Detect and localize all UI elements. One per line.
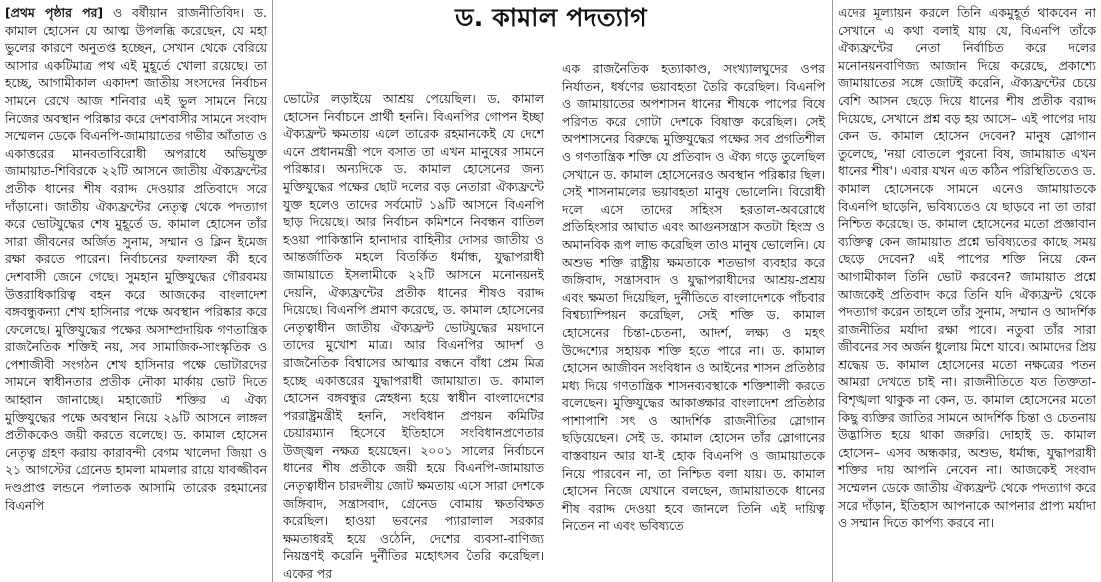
article-headline: ড. কামাল পদত্যাগ — [455, 3, 647, 32]
article-column-1 — [0, 0, 273, 582]
column-3-text: এক রাজনৈতিক হত্যাকাণ্ড, সংখ্যালঘুদের ওপর নির্যাতন, ধর্ষণের ভয়াবহতা তৈরি করেছিল। বিএনপি ও জামায়াতের অপশাসন ধানের শীষকে পাপের বিষে পরিণত করে গোটা দেশকে বিষাক্ত করেছিল। সেই অপশাসনের বিরুদ্ধে মুক্তিযুদ্ধের পক্ষের সব প্রগতিশীল ও গণতান্ত্রিক শক্তি যে প্রতিবাদ ও ঐক্য গড়ে তুলেছিল সেখানে ড. কামাল হোসেনেরও অবস্থান পরিষ্কার ছিল। সেই শাসনামলের ভয়াবহতা মানুষ ভোলেনি। বিরোধী দলে এসে তাদের সহিংস হরতাল-অবরোধে প্রতিহিংসার আঘাত এবং আগুনসন্ত্রাস কতটা হিংস্র ও অমানবিক রূপ লাভ করেছিল তাও মানুষ ভোলেনি। যে অশুভ শক্তি রাষ্ট্রীয় ক্ষমতাকে শতভাগ ব্যবহার করে জঙ্গিবাদ, সন্ত্রাসবাদ ও যুদ্ধাপরাধীদের আশ্রয়-প্রশ্রয় এবং ক্ষমতা দিয়েছিল, দুর্নীতিতে বাংলাদেশকে পাঁচবার বিশ্বচ্যাম্পিয়ন করেছিল, সেই শক্তি ড. কামাল হোসেনের চিন্তা-চেতনা, আদর্শ, লক্ষ্য ও মহৎ উদ্দেশ্যের সহায়ক শক্তি হতে পারে না। ড. কামাল হোসেন আজীবন সংবিধান ও আইনের শাসন প্রতিষ্ঠার মধ্য দিয়ে গণতান্ত্রিক শাসনব্যবস্থাকে শক্তিশালী করতে বলেছেন। মুক্তিযুদ্ধের আকাঙ্ক্ষার বাংলাদেশ প্রতিষ্ঠার পাশাপাশি সৎ ও আদর্শিক রাজনীতির স্লোগান ছড়িয়েছেন। সেই ড. কামাল হোসেন তাঁর স্লোগানের বাস্তবায়ন আর যা-ই হোক বিএনপি ও জামায়াতকে নিয়ে পারবেন না, তা নিশ্চিত বলা যায়। ড. কামাল হোসেন নিজে যেখানে বলছেন, জামায়াতকে ধানের শীষ বরাদ্দ দেওয়া হবে জানলে তিনি এই দায়িত্ব নিতেন না এবং ভবিষ্যতে — [562, 61, 825, 534]
continued-from-front-page: [প্রথম পৃষ্ঠার পর] — [5, 5, 104, 20]
article-column-4 — [832, 0, 1101, 582]
column-2-text: ভোটের লড়াইয়ে আশ্রয় পেয়েছিল। ড. কামাল হোসেন নির্বাচনে প্রার্থী হননি। বিএনপির গোপন ইচ্ছা ঐক্যফ্রন্ট ক্ষমতায় এলে তারেক রহমানকেই যে দেশে এনে প্রধানমন্ত্রী পদে বসাত তা এখন মানুষের সামনে পরিষ্কার। অন্যদিকে ড. কামাল হোসেনের জন্য মুক্তিযুদ্ধের পক্ষের ছোট দলের বড় নেতারা ঐক্যফ্রন্টে যুক্ত হলেও তাদের সর্বমোট ১৯টি আসনে বিএনপি ছাড় দিয়েছে। আর নির্বাচন কমিশনে নিবন্ধন বাতিল হওয়া পাকিস্তানি হানাদার বাহিনীর দোসর জাতীয় ও আন্তর্জাতিক মহলে বিতর্কিত ধর্মান্ধ, যুদ্ধাপরাধী জামায়াতে ইসলামীকে ২২টি আসনে মনোনয়নই দেয়নি, ঐক্যফ্রন্টের প্রতীক ধানের শীষও বরাদ্দ দিয়েছে। বিএনপি প্রমাণ করেছে, ড. কামাল হোসেনের নেতৃত্বাধীন জাতীয় ঐক্যফ্রন্ট ভোটযুদ্ধের ময়দানে তাদের মুখোশ মাত্র। আর বিএনপির আদর্শ ও রাজনৈতিক বিশ্বাসের আত্মার বন্ধনে বাঁধা প্রেম মিত্র হচ্ছে একাত্তরের যুদ্ধাপরাধী জামায়াত। ড. কামাল হোসেন বঙ্গবন্ধুর স্নেহধন্য হয়ে স্বাধীন বাংলাদেশের পররাষ্ট্রমন্ত্রীই হননি, সংবিধান প্রণয়ন কমিটির চেয়ারম্যান হিসেবে ইতিহাসে সংবিধানপ্রণেতার উজ্জ্বল নক্ষত্র হয়েছেন। ২০০১ সালের নির্বাচনে ধানের শীষ প্রতীকে জয়ী হয়ে বিএনপি-জামায়াত নেতৃত্বাধীন চারদলীয় জোট ক্ষমতায় এসে সারা দেশকে জঙ্গিবাদ, সন্ত্রাসবাদ, গ্রেনেড বোমায় ক্ষতবিক্ষত করেছিল। হাওয়া ভবনের প্যারালাল সরকার ক্ষমতাধরই হয়ে ওঠেনি, দেশের ব্যবসা-বাণিজ্য নিয়ন্ত্রণই করেনি দুর্নীতির মহোৎসব তৈরি করেছিল। একের পর — [283, 91, 544, 582]
article-column-2 — [278, 86, 549, 582]
column-1-body: ও বর্ষীয়ান রাজনীতিবিদ। ড. কামাল হোসেন যে আত্ম উপলব্ধি করেছেন, যে মহা ভুলের কারণে অনুতপ্ত হচ্ছেন, সেখান থেকে বেরিয়ে আসার একটিমাত্র পথ এই মুহূর্তে খোলা রয়েছে। তা হচ্ছে, আগামীকাল একাদশ জাতীয় সংসদের নির্বাচন সামনে রেখে আজ শনিবার এই ভুল সামনে নিয়ে নিজের অবস্থান পরিষ্কার করে দেশবাসীর সামনে সংবাদ সম্মেলন ডেকে বিএনপি-জামায়াতের গভীর আঁতাত ও একাত্তরের মানবতাবিরোধী অপরাধে অভিযুক্ত জামায়াত-শিবিরকে ২২টি আসনে জাতীয় ঐক্যফ্রন্টের প্রতীক ধানের শীষ বরাদ্দ দেওয়ার প্রতিবাদে সরে দাঁড়ানো। জাতীয় ঐক্যফ্রন্টের নেতৃত্ব থেকে পদত্যাগ করে ভোটযুদ্ধের শেষ মুহূর্তে ড. কামাল হোসেন তাঁর সারা জীবনের অর্জিত সুনাম, সম্মান ও ক্লিন ইমেজ রক্ষা করতে পারেন। নির্বাচনের ফলাফল কী হবে দেশবাসী জেনে গেছে। সুমহান মুক্তিযুদ্ধের গৌরবময় উত্তরাধিকারিত্ব বহন করে আজকের বাংলাদেশ বঙ্গবন্ধুকন্যা শেখ হাসিনার পক্ষে অবস্থান পরিষ্কার করে ফেলেছে। মুক্তিযুদ্ধের পক্ষের অসাম্প্রদায়িক গণতান্ত্রিক রাজনৈতিক শক্তিই নয়, সব সামাজিক-সাংস্কৃতিক ও পেশাজীবী সংগঠন শেখ হাসিনার পক্ষে ভোটারদের সামনে স্বাধীনতার প্রতীক নৌকা মার্কায় ভোট দিতে আহ্বান জানাচ্ছে। মহাজোট শক্তির এ ঐক্য মুক্তিযুদ্ধের পক্ষে অবস্থান নিয়ে ২৯টি আসনে লাঙ্গল প্রতীককেও জয়ী করতে বলেছে। ড. কামাল হোসেন নেতৃত্ব গ্রহণ করায় কারাবন্দী বেগম খালেদা জিয়া ও ২১ আগস্টের গ্রেনেড হামলা মামলার রায়ে যাবজ্জীবন দণ্ডপ্রাপ্ত লন্ডনে পলাতক আসামি তারেক রহমানের বিএনপি — [5, 5, 267, 513]
column-4-text: এদের মূল্যায়ন করলে তিনি একমুহূর্ত থাকবেন না সেখানে এ কথা বলাই যায় যে, বিএনপি তাঁকে ঐক্যফ্রন্টের নেতা নির্বাচিত করে দলের মনোনয়নবাণিজ্য আজান দিয়ে করেছে, প্রকাশ্যে জামায়াতের সঙ্গে জোটই করেনি, ঐক্যফ্রন্টের চেয়ে বেশি আসন ছেড়ে দিয়ে ধানের শীষ প্রতীক বরাদ্দ দিয়েছে, সেখানে প্রশ্ন বড় হয় আসে– এই পাপের দায় কেন ড. কামাল হোসেন দেবেন? মানুষ স্লোগান তুলেছে, 'নয়া বোতলে পুরনো বিষ, জামায়াত এখন ধানের শীষ'। এবার যখন এত কঠিন পরিস্থিতিতেও ড. কামাল হোসেনকে সামনে এনেও জামায়াতকে বিএনপি ছাড়েনি, ভবিষ্যতেও যে ছাড়বে না তা তারা নিশ্চিত করেছে। ড. কামাল হোসেনের মতো প্রজ্ঞাবান ব্যক্তিত্ব কেন জামায়াত প্রশ্নে ভবিষ্যতের কাছে সময় ছেড়ে দেবেন? এই পাপের শক্তি নিয়ে কেন আগামীকাল তিনি ভোট করবেন? জামায়াত প্রশ্নে আজকেই প্রতিবাদ করে তিনি যদি ঐক্যফ্রন্ট থেকে পদত্যাগ করেন তাহলে তাঁর সুনাম, সম্মান ও আদর্শিক রাজনীতির মর্যাদা রক্ষা পাবে। নতুবা তাঁর সারা জীবনের সব অর্জন ধুলোয় মিশে যাবে। আমাদের প্রিয় শ্রদ্ধেয় ড. কামাল হোসেনের মতো নক্ষত্রের পতন আমরা দেখতে চাই না। রাজনীতিতে যত তিক্ততা-বিশৃঙ্খলা থাকুক না কেন, ড. কামাল হোসেনের মতো কিছু ব্যক্তির জাতির সামনে আদর্শিক চিন্তা ও চেতনায় উদ্ভাসিত হয়ে থাকা জরুরি। দোহাই ড. কামাল হোসেন– এসব অন্ধকার, অশুভ, ধর্মান্ধ, যুদ্ধাপরাধী শক্তির দায় আপনি নেবেন না। আজকেই সংবাদ সম্মেলন ডেকে জাতীয় ঐক্যফ্রন্ট থেকে পদত্যাগ করে সরে দাঁড়ান, ইতিহাস আপনাকে আপনার প্রাপ্য মর্যাদা ও সম্মান দিতে কার্পণ্য করবে না। — [838, 5, 1096, 531]
column-1-text — [5, 4, 267, 514]
article-column-3 — [557, 56, 830, 582]
